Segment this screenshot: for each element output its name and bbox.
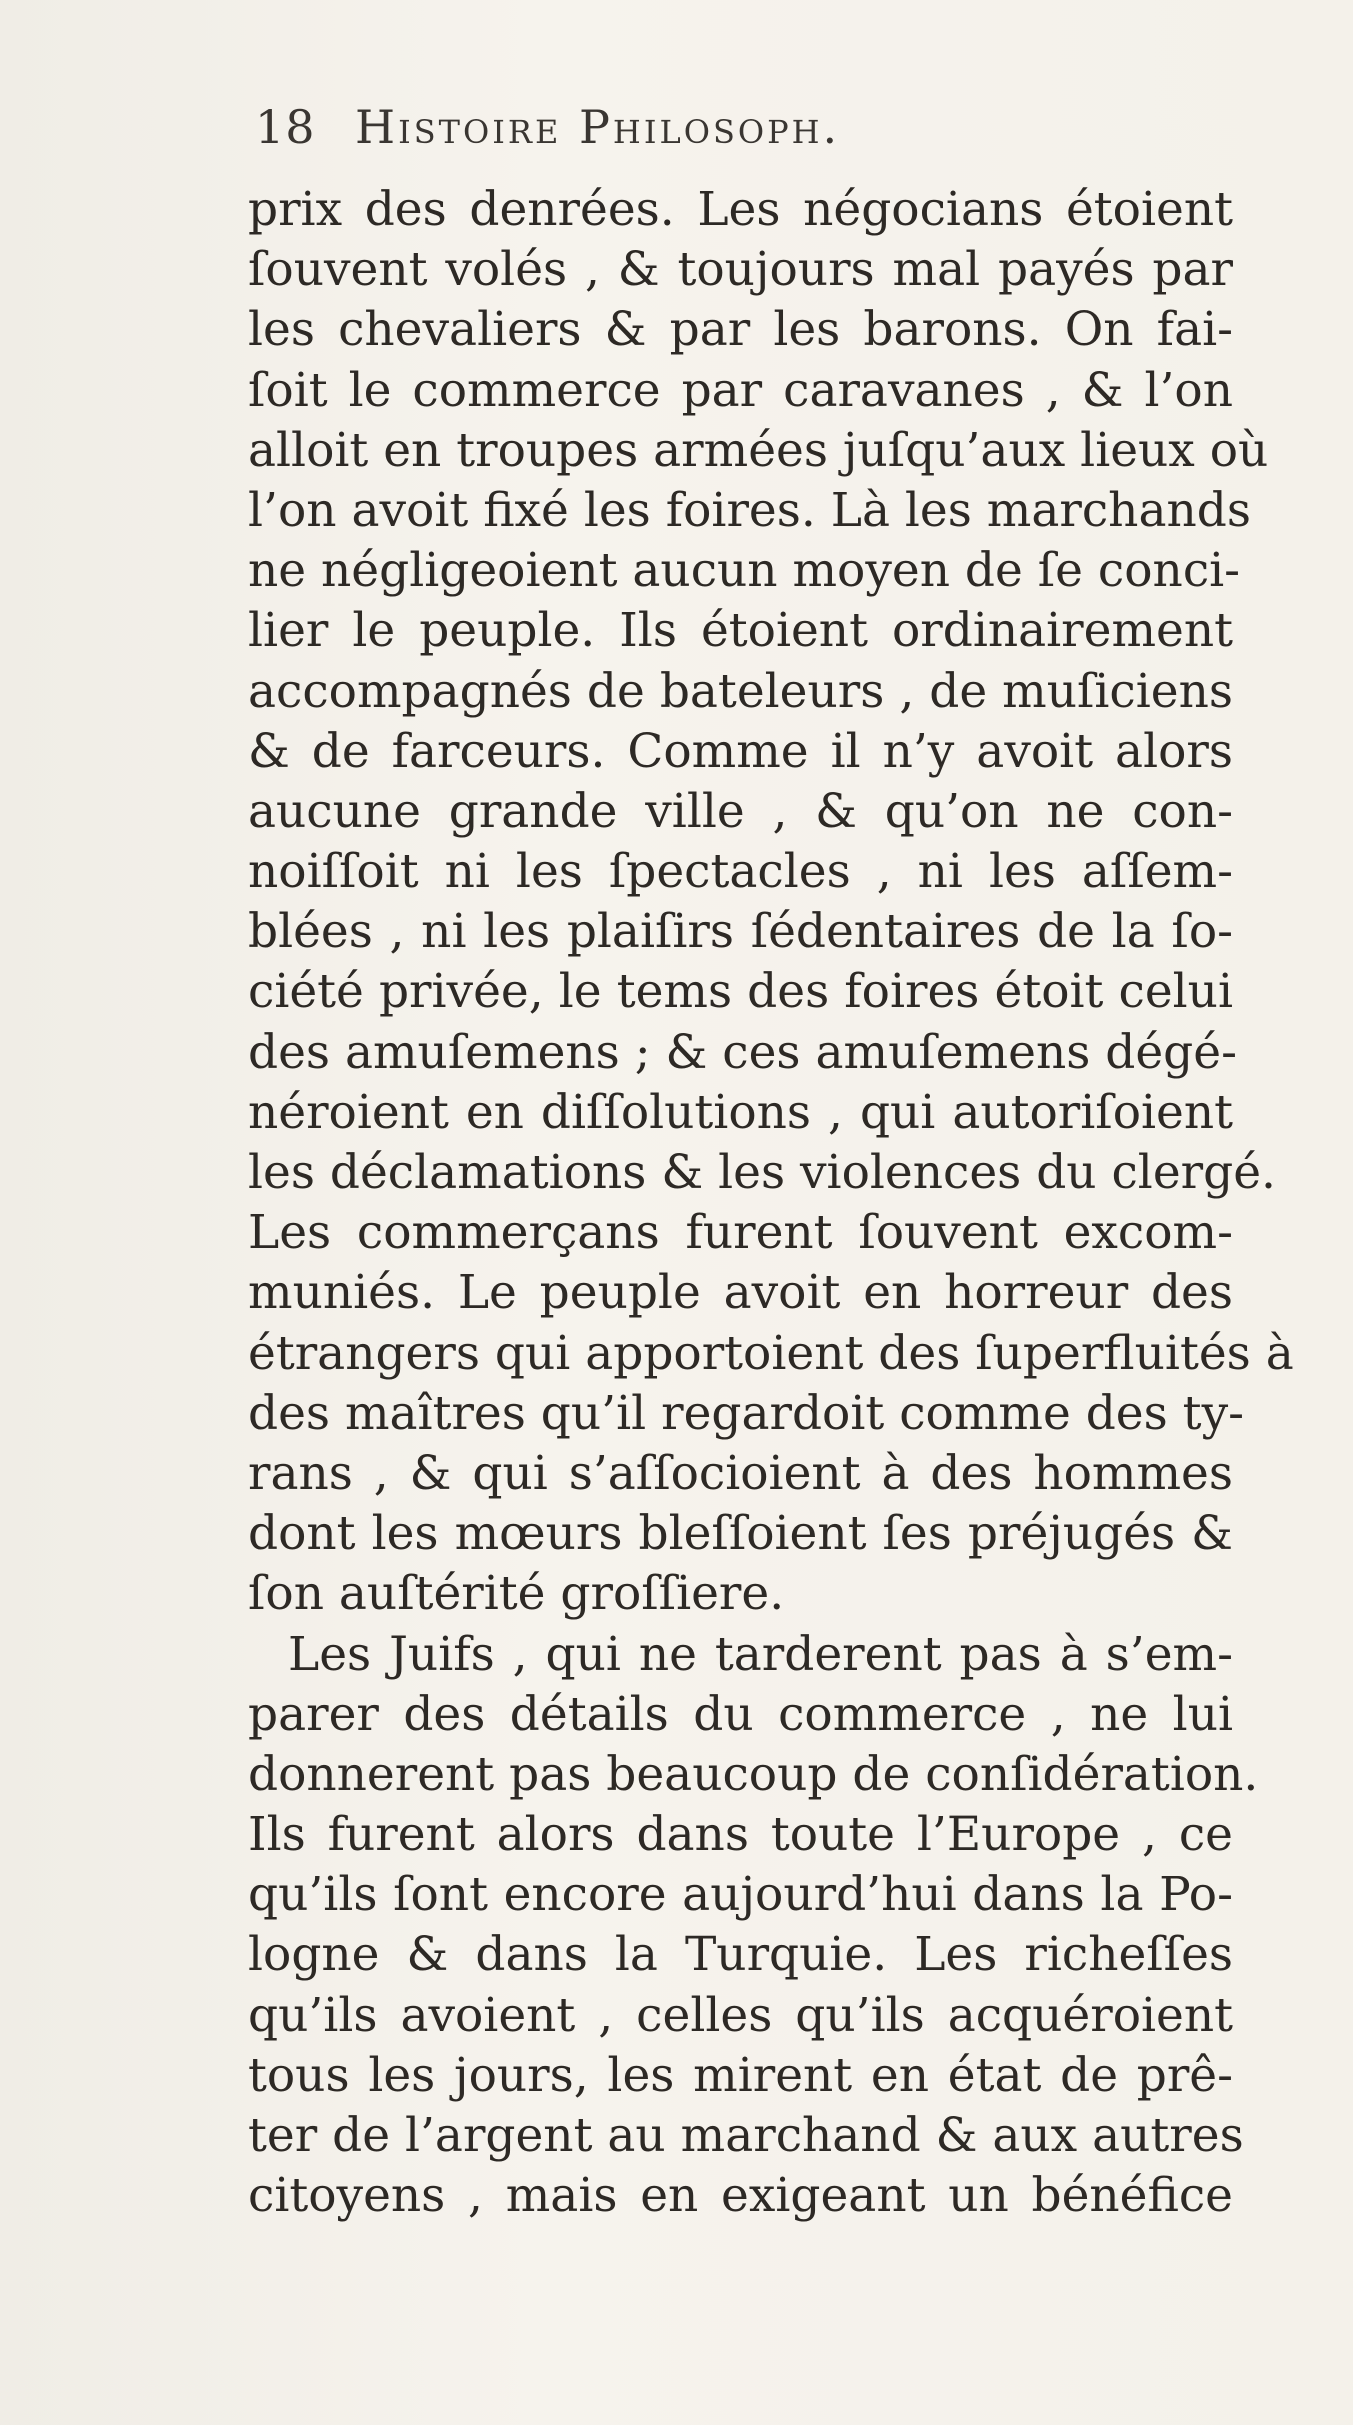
text-line: qu’ils avoient , celles qu’ils acquéroient xyxy=(248,1987,1233,2043)
text-line: l’on avoit fixé les foires. Là les marchands xyxy=(248,482,1251,538)
text-line: citoyens , mais en exigeant un bénéfice xyxy=(248,2168,1233,2224)
text-line: logne & dans la Turquie. Les richeſſes xyxy=(248,1927,1233,1983)
text-line: blées , ni les plaiſirs ſédentaires de la ſo- xyxy=(248,904,1233,960)
text-line: des maîtres qu’il regardoit comme des ty- xyxy=(248,1385,1244,1441)
text-line: des amuſemens ; & ces amuſemens dégé- xyxy=(248,1024,1237,1080)
text-line: ne négligeoient aucun moyen de ſe conci- xyxy=(248,543,1241,599)
text-line: accompagnés de bateleurs , de muſiciens xyxy=(248,663,1233,719)
text-line: prix des denrées. Les négocians étoient xyxy=(248,182,1233,237)
page-header xyxy=(255,100,1155,180)
text-line: néroient en diſſolutions , qui autoriſoient xyxy=(248,1084,1233,1140)
text-line: ſoit le commerce par caravanes , & l’on xyxy=(248,362,1233,418)
text-line: rans , & qui s’aſſocioient à des hommes xyxy=(248,1445,1233,1501)
text-line: Les commerçans furent ſouvent excom- xyxy=(248,1205,1233,1261)
text-line: les déclamations & les violences du clergé. xyxy=(248,1145,1276,1200)
text-line: tous les jours, les mirent en état de prê- xyxy=(248,2047,1233,2103)
paragraph-start-line: Les Juifs , qui ne tarderent pas à s’em- xyxy=(288,1626,1233,1682)
text-line: lier le peuple. Ils étoient ordinairement xyxy=(248,603,1233,659)
text-line: dont les mœurs bleſſoient ſes préjugés & xyxy=(248,1506,1233,1562)
text-line: ſouvent volés , & toujours mal payés par xyxy=(248,242,1233,298)
page-number: 18 xyxy=(255,100,316,154)
text-line: les chevaliers & par les barons. On fai- xyxy=(248,302,1233,358)
body-text xyxy=(248,180,1294,2226)
text-line: ſon auſtérité groſſiere. xyxy=(248,1566,785,1622)
text-line: ciété privée, le tems des foires étoit celui xyxy=(248,964,1233,1020)
text-line: ter de l’argent au marchand & aux autres xyxy=(248,2108,1244,2163)
text-line: étrangers qui apportoient des ſuperfluités à xyxy=(248,1325,1294,1381)
running-title: Histoire Philosoph. xyxy=(355,100,841,154)
text-line: aucune grande ville , & qu’on ne con- xyxy=(248,783,1233,839)
text-line: muniés. Le peuple avoit en horreur des xyxy=(248,1265,1233,1321)
text-line: donnerent pas beaucoup de conſidération. xyxy=(248,1746,1259,1802)
text-line: alloit en troupes armées juſqu’aux lieux où xyxy=(248,422,1269,478)
text-line: Ils furent alors dans toute l’Europe , ce xyxy=(248,1807,1233,1863)
text-line: parer des détails du commerce , ne lui xyxy=(248,1686,1233,1742)
text-line: noiſſoit ni les ſpectacles , ni les aſſem- xyxy=(248,844,1233,900)
text-line: & de farceurs. Comme il n’y avoit alors xyxy=(248,723,1233,779)
text-line: qu’ils ſont encore aujourd’hui dans la Po- xyxy=(248,1867,1233,1923)
